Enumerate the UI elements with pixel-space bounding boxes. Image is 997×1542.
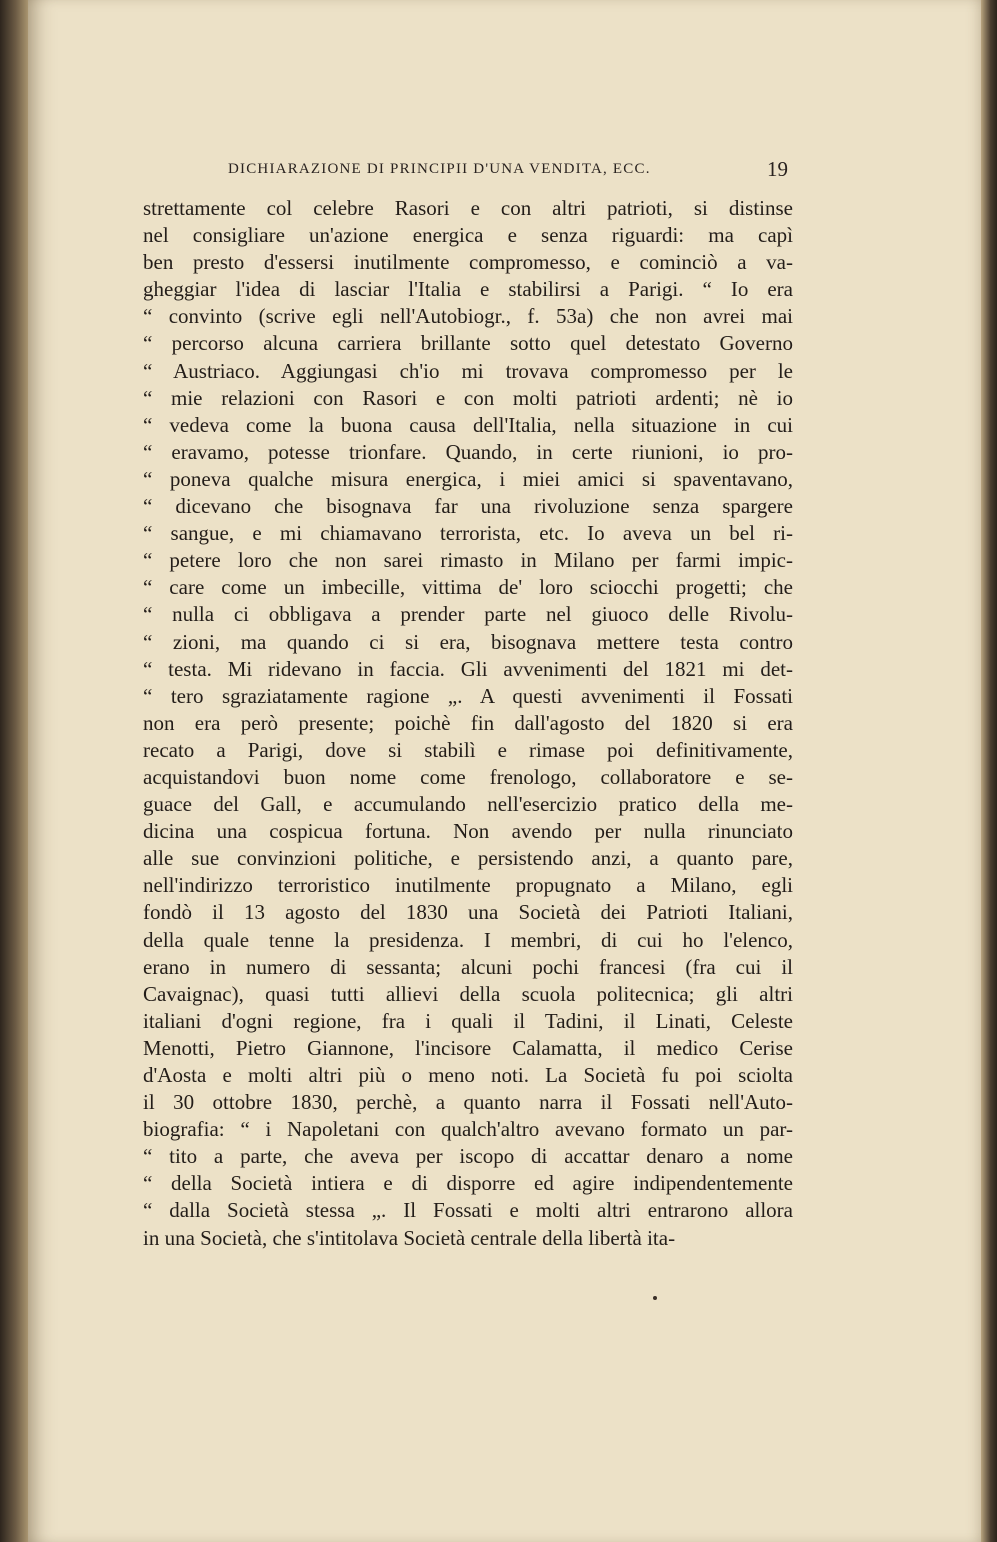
page-number: 19 xyxy=(767,157,788,181)
text-line: “ care come un imbecille, vittima de' loro sciocchi progetti; che xyxy=(143,575,793,600)
text-line: “ tito a parte, che aveva per iscopo di accattar denaro a nome xyxy=(143,1144,793,1169)
page-edge xyxy=(981,0,997,1542)
text-line: guace del Gall, e accumulando nell'esercizio pratico della me- xyxy=(143,792,793,817)
text-line: d'Aosta e molti altri più o meno noti. La Società fu poi sciolta xyxy=(143,1063,793,1087)
text-line: recato a Parigi, dove si stabilì e rimase poi definitivamente, xyxy=(143,737,793,762)
running-title: DICHIARAZIONE DI PRINCIPII D'UNA VENDITA, ECC. xyxy=(228,161,651,177)
text-line: nel consigliare un'azione energica e senza riguardi: ma capì xyxy=(143,223,793,248)
text-line: “ dicevano che bisognava far una rivoluzione senza spargere xyxy=(143,494,793,519)
text-line: “ eravamo, potesse trionfare. Quando, in certe riunioni, io pro- xyxy=(143,439,793,464)
body-text xyxy=(143,195,793,1252)
text-line: biografia: “ i Napoletani con qualch'altro avevano formato un par- xyxy=(143,1117,793,1142)
text-line: “ mie relazioni con Rasori e con molti patrioti ardenti; nè io xyxy=(143,385,793,410)
text-line: erano in numero di sessanta; alcuni pochi francesi (fra cui il xyxy=(143,954,793,979)
text-line: non era però presente; poichè fin dall'agosto del 1820 si era xyxy=(143,710,793,735)
text-line: fondò il 13 agosto del 1830 una Società dei Patrioti Italiani, xyxy=(143,900,793,925)
text-line: italiani d'ogni regione, fra i quali il Tadini, il Linati, Celeste xyxy=(143,1008,793,1033)
ink-speck xyxy=(653,1296,657,1300)
text-line: “ convinto (scrive egli nell'Autobiogr., f. 53a) che non avrei mai xyxy=(143,304,793,329)
text-line: “ tero sgraziatamente ragione „. A questi avvenimenti il Fossati xyxy=(143,683,793,708)
text-line: “ Austriaco. Aggiungasi ch'io mi trovava compromesso per le xyxy=(143,358,793,383)
text-line: Cavaignac), quasi tutti allievi della scuola politecnica; gli altri xyxy=(143,981,793,1006)
text-line: dicina una cospicua fortuna. Non avendo per nulla rinunciato xyxy=(143,819,793,844)
text-line: “ testa. Mi ridevano in faccia. Gli avvenimenti del 1821 mi det- xyxy=(143,656,793,681)
text-line: “ petere loro che non sarei rimasto in Milano per farmi impic- xyxy=(143,548,793,573)
text-line: della quale tenne la presidenza. I membri, di cui ho l'elenco, xyxy=(143,927,793,952)
book-gutter xyxy=(0,0,28,1542)
book-page xyxy=(28,0,983,1542)
text-line: Menotti, Pietro Giannone, l'incisore Calamatta, il medico Cerise xyxy=(143,1035,793,1060)
text-line: nell'indirizzo terroristico inutilmente propugnato a Milano, egli xyxy=(143,873,793,898)
text-line: il 30 ottobre 1830, perchè, a quanto narra il Fossati nell'Auto- xyxy=(143,1090,793,1115)
text-line: ben presto d'essersi inutilmente compromesso, e cominciò a va- xyxy=(143,250,793,275)
text-line: “ percorso alcuna carriera brillante sotto quel detestato Governo xyxy=(143,331,793,356)
running-header xyxy=(228,157,788,185)
text-line: “ poneva qualche misura energica, i miei amici si spaventavano, xyxy=(143,466,793,491)
text-line: “ zioni, ma quando ci si era, bisognava mettere testa contro xyxy=(143,629,793,654)
text-line: “ dalla Società stessa „. Il Fossati e molti altri entrarono allora xyxy=(143,1198,793,1223)
text-line: gheggiar l'idea di lasciar l'Italia e stabilirsi a Parigi. “ Io era xyxy=(143,277,793,302)
text-line: “ nulla ci obbligava a prender parte nel giuoco delle Rivolu- xyxy=(143,602,793,627)
text-line: strettamente col celebre Rasori e con altri patrioti, si distinse xyxy=(143,196,793,220)
text-line: alle sue convinzioni politiche, e persistendo anzi, a quanto pare, xyxy=(143,846,793,871)
text-line: “ della Società intiera e di disporre ed agire indipendentemente xyxy=(143,1171,793,1196)
text-line: in una Società, che s'intitolava Società centrale della libertà ita- xyxy=(143,1225,676,1250)
text-line: acquistandovi buon nome come frenologo, collaboratore e se- xyxy=(143,764,793,789)
text-line: “ sangue, e mi chiamavano terrorista, etc. Io aveva un bel ri- xyxy=(143,521,793,546)
text-line: “ vedeva come la buona causa dell'Italia, nella situazione in cui xyxy=(143,412,793,437)
